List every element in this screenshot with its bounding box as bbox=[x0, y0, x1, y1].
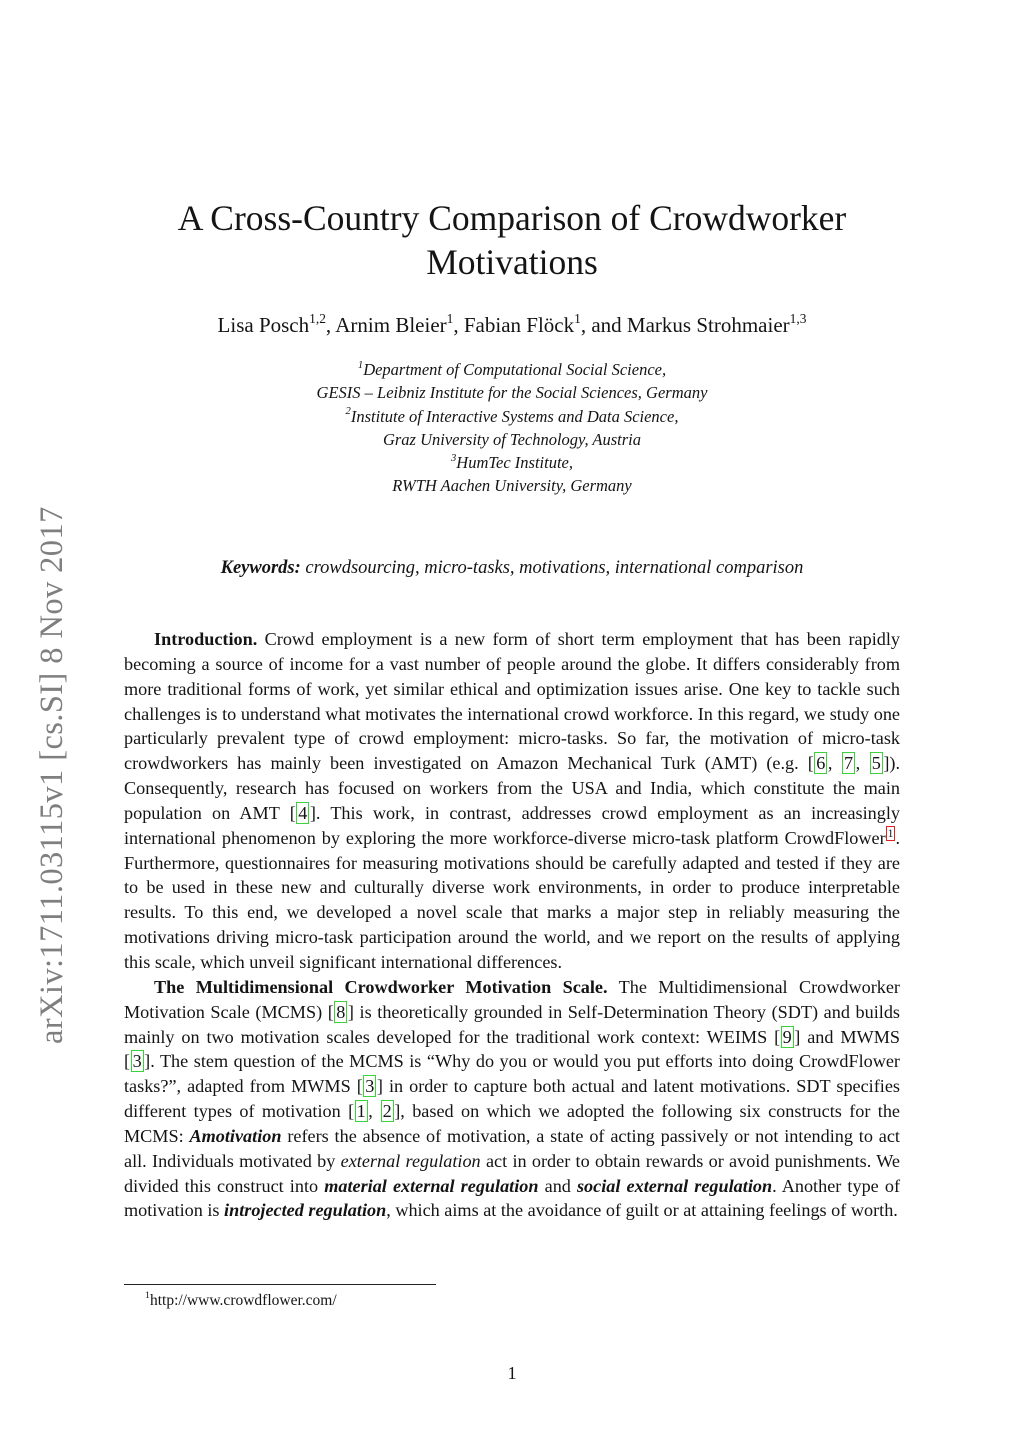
author-list bbox=[124, 308, 900, 342]
text-run: , bbox=[855, 753, 870, 774]
affiliation-text: GESIS – Leibniz Institute for the Social Sciences, Germany bbox=[316, 383, 708, 403]
bold-text: Introduction. bbox=[154, 629, 258, 649]
author-affiliation-marker: 1,3 bbox=[789, 310, 807, 326]
author-separator: , bbox=[453, 313, 464, 337]
affiliation-line bbox=[124, 474, 900, 497]
affiliation-line bbox=[124, 451, 900, 474]
bold-italic-text: material external regulation bbox=[324, 1175, 539, 1196]
text-run: , bbox=[368, 1101, 381, 1122]
text-run: act in order to obtain rewards or avoid punishments. We divided this construct into bbox=[124, 1150, 900, 1196]
citation-link[interactable]: 9 bbox=[782, 1026, 792, 1047]
affiliation-text: RWTH Aachen University, Germany bbox=[392, 476, 632, 496]
footnote-marker: 1 bbox=[145, 1290, 150, 1302]
keywords-text: crowdsourcing, micro-tasks, motivations, international comparison bbox=[305, 558, 804, 578]
author-affiliation-marker: 1 bbox=[574, 310, 581, 326]
citation-link[interactable]: 5 bbox=[871, 753, 881, 774]
text-run: and bbox=[538, 1175, 577, 1196]
bold-text: The Multidimensional Crowdworker Motivation Scale. bbox=[154, 976, 608, 997]
footnote-rule bbox=[124, 1284, 436, 1285]
affiliation-marker: 2 bbox=[345, 406, 351, 418]
page-number: 1 bbox=[507, 1363, 517, 1383]
author-name: Markus Strohmaier bbox=[626, 313, 790, 337]
bold-italic-text: introjected regulation bbox=[224, 1200, 387, 1221]
text-run: ] in order to capture both actual and latent motivations. SDT specifies different types of motivation [ bbox=[124, 1076, 900, 1122]
author-name: Arnim Bleier bbox=[335, 313, 447, 337]
author-separator: , and bbox=[580, 313, 627, 337]
text-run: ] and MWMS [ bbox=[124, 1026, 900, 1072]
affiliation-line bbox=[124, 428, 900, 451]
affiliation-text: Institute of Interactive Systems and Data Science, bbox=[350, 406, 679, 426]
text-run: ] is theoretically grounded in Self-Determination Theory (SDT) and builds mainly on two motivation scales developed for the traditional work context: WEIMS [ bbox=[124, 1001, 900, 1047]
affiliations bbox=[124, 358, 900, 498]
text-run: Crowd employment is a new form of short term employment that has been rapidly becoming a source of income for a vast number of people around the globe. It differs considerably from more traditional forms of work, yet similar ethical and optimization issues arise. One key to tackle such challenges is to understand what motivates the international crowd workforce. In this regard, we study one particularly prevalent type of crowd employment: micro-tasks. So far, the motivation of micro-task crowdworkers has mainly been investigated on Amazon Mechanical Turk (AMT) (e.g. [ bbox=[124, 629, 900, 774]
text-run: . Another type of motivation is bbox=[124, 1175, 901, 1221]
author-separator: , bbox=[325, 313, 336, 337]
text-run: ]. This work, in contrast, addresses crowd employment as an increasingly international phenomenon by exploring the more workforce-diverse micro-task platform CrowdFlower bbox=[124, 802, 900, 848]
text-run: . Furthermore, questionnaires for measuring motivations should be carefully adapted and tested if they are to be used in these new and culturally diverse work environments, in order to produce interpretable results. To this end, we developed a novel scale that marks a major step in reliably measuring the motivations driving micro-task participation around the world, and we report on the results of applying this scale, which unveil significant international differences. bbox=[124, 827, 900, 972]
affiliation-text: HumTec Institute, bbox=[456, 453, 573, 473]
paragraph bbox=[124, 975, 900, 1223]
footnote-link-marker[interactable]: 1 bbox=[887, 826, 894, 840]
text-run: ]). Consequently, research has focused on workers from the USA and India, which constitute the main population on AMT [ bbox=[124, 753, 901, 823]
title-line-2: Motivations bbox=[426, 242, 598, 282]
affiliation-line bbox=[124, 405, 900, 428]
citation-link[interactable]: 6 bbox=[816, 753, 826, 774]
author-affiliation-marker: 1 bbox=[446, 310, 454, 326]
text-run: The Multidimensional Crowdworker Motivation Scale (MCMS) [ bbox=[124, 976, 900, 1022]
citation-link[interactable]: 2 bbox=[382, 1101, 392, 1122]
italic-text: external regulation bbox=[340, 1150, 481, 1171]
text-run: , which aims at the avoidance of guilt or at attaining feelings of worth. bbox=[386, 1200, 898, 1221]
arxiv-identifier-stamp: arXiv:1711.03115v1 [cs.SI] 8 Nov 2017 bbox=[34, 506, 70, 1044]
footnote-link[interactable]: http://www.crowdflower.com/ bbox=[149, 1292, 337, 1309]
affiliation-text: Department of Computational Social Science, bbox=[363, 360, 667, 379]
citation-link[interactable]: 1 bbox=[356, 1101, 366, 1122]
keywords-label: Keywords: bbox=[220, 558, 301, 578]
keywords bbox=[124, 555, 900, 581]
body-text bbox=[124, 627, 900, 1223]
citation-link[interactable]: 3 bbox=[132, 1051, 142, 1072]
citation-link[interactable]: 4 bbox=[298, 802, 308, 823]
footnote bbox=[145, 1290, 337, 1312]
affiliation-line bbox=[124, 381, 900, 404]
citation-link[interactable]: 8 bbox=[336, 1001, 346, 1022]
title-line-1: A Cross-Country Comparison of Crowdworker bbox=[177, 198, 847, 238]
author-name: Lisa Posch bbox=[217, 313, 310, 337]
paper-title bbox=[124, 196, 900, 284]
bold-italic-text: Amotivation bbox=[189, 1125, 282, 1146]
bold-italic-text: social external regulation bbox=[576, 1175, 773, 1196]
text-run: ]. The stem question of the MCMS is “Why do you or would you put efforts into doing CrowdFlower tasks?”, adapted from MWMS [ bbox=[124, 1051, 900, 1097]
citation-link[interactable]: 3 bbox=[365, 1076, 375, 1097]
affiliation-marker: 3 bbox=[451, 452, 457, 464]
paragraph bbox=[124, 627, 900, 975]
citation-link[interactable]: 7 bbox=[844, 753, 854, 774]
text-run: refers the absence of motivation, a state of acting passively or not intending to act all. Individuals motivated by bbox=[124, 1125, 900, 1171]
affiliation-text: Graz University of Technology, Austria bbox=[382, 429, 642, 449]
text-run: , bbox=[827, 753, 842, 774]
affiliation-marker: 1 bbox=[357, 359, 364, 371]
author-name: Fabian Flöck bbox=[463, 313, 575, 337]
author-affiliation-marker: 1,2 bbox=[309, 310, 326, 326]
affiliation-line bbox=[124, 358, 900, 381]
text-run: ], based on which we adopted the following six constructs for the MCMS: bbox=[124, 1101, 901, 1146]
